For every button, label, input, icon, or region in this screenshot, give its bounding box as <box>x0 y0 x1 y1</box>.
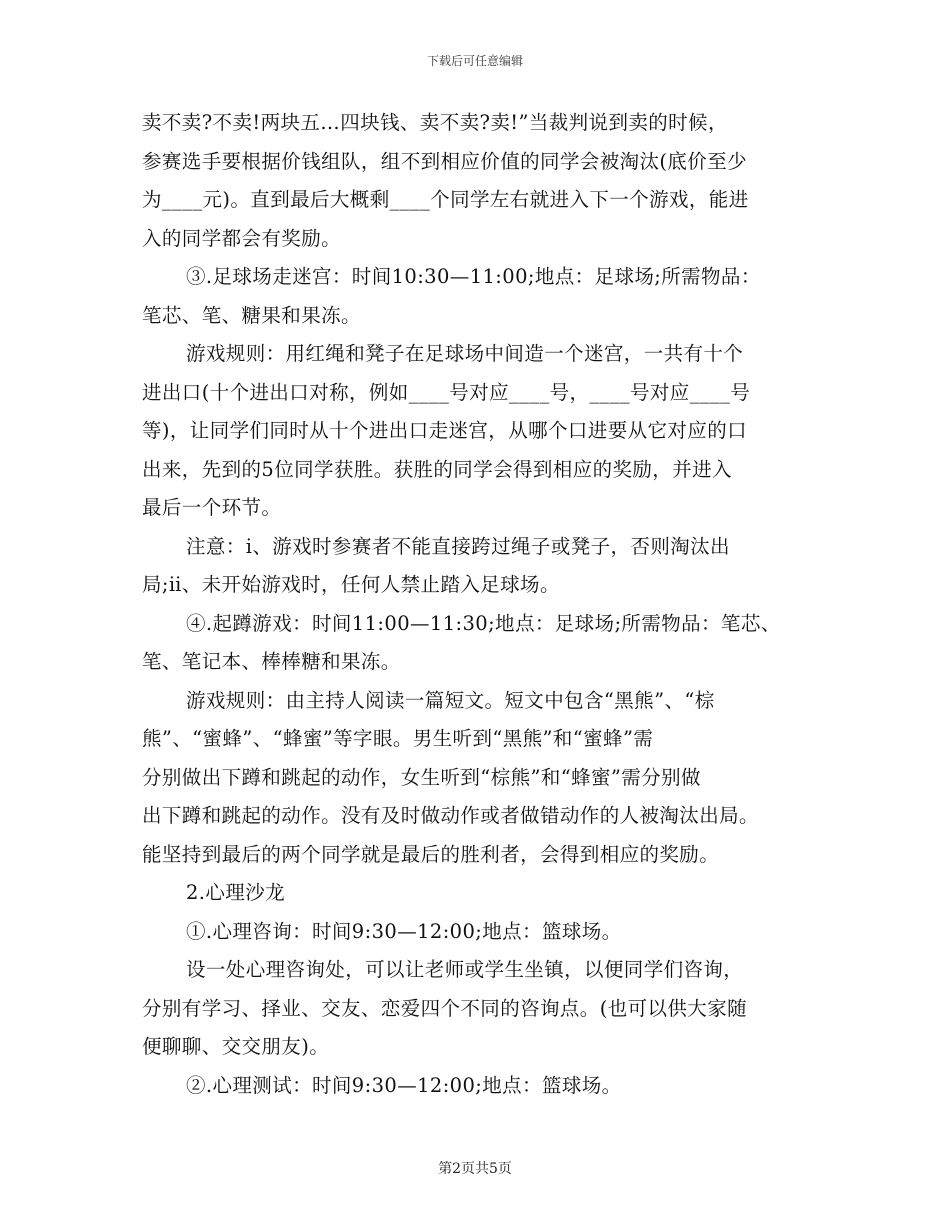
text-line: 等)，让同学们同时从十个进出口走迷宫，从哪个口进要从它对应的口 <box>142 419 748 442</box>
text-line: 进出口(十个进出口对称，例如____号对应____号，____号对应____号 <box>142 380 751 404</box>
text-line: 入的同学都会有奖励。 <box>142 226 342 250</box>
text-line: 分别做出下蹲和跳起的动作，女生听到“棕熊”和“蜂蜜”需分别做 <box>142 765 701 789</box>
page-number: 第2页共5页 <box>438 1161 512 1177</box>
text-line: 卖不卖?不卖!两块五…四块钱、卖不卖?卖!”当裁判说到卖的时候， <box>142 111 728 134</box>
text-line: 熊”、“蜜蜂”、“蜂蜜”等字眼。男生听到“黑熊”和“蜜蜂”需 <box>142 727 654 750</box>
text-line: 能坚持到最后的两个同学就是最后的胜利者，会得到相应的奖励。 <box>142 842 720 866</box>
text-line: 分别有学习、择业、交友、恋爱四个不同的咨询点。(也可以供大家随 <box>142 996 748 1020</box>
text-line: 局;ⅱ、未开始游戏时，任何人禁止踏入足球场。 <box>142 573 560 596</box>
text-line: 设一处心理咨询处，可以让老师或学生坐镇，以便同学们咨询， <box>186 958 744 981</box>
text-line: 笔、笔记本、棒棒糖和果冻。 <box>142 650 401 673</box>
text-line: 笔芯、笔、糖果和果冻。 <box>142 303 361 327</box>
section-heading-psych-salon: 2.心理沙龙 <box>186 881 286 904</box>
text-line: 为____元)。直到最后大概剩____个同学左右就进入下一个游戏，能进 <box>142 188 749 211</box>
page-header: 下载后可任意编辑 <box>426 54 523 68</box>
text-line: 最后一个环节。 <box>142 496 282 519</box>
text-line: 出来，先到的5位同学获胜。获胜的同学会得到相应的奖励，并进入 <box>142 457 732 481</box>
text-line: 游戏规则：由主持人阅读一篇短文。短文中包含“黑熊”、“棕 <box>186 688 715 712</box>
text-line: 注意：ⅰ、游戏时参赛者不能直接跨过绳子或凳子，否则淘汰出 <box>186 534 730 558</box>
section-heading-squat-game: ④.起蹲游戏：时间11:00—11:30;地点：足球场;所需物品：笔芯、 <box>186 611 781 635</box>
text-line: 参赛选手要根据价钱组队，组不到相应价值的同学会被淘汰(底价至少 <box>142 149 748 173</box>
section-heading-psych-consult: ①.心理咨询：时间9:30—12:00;地点：篮球场。 <box>186 919 622 943</box>
section-heading-psych-test: ②.心理测试：时间9:30—12:00;地点：篮球场。 <box>186 1073 622 1097</box>
document-body <box>142 104 842 1105</box>
text-line: 便聊聊、交交朋友)。 <box>142 1035 330 1058</box>
section-heading-maze: ③.足球场走迷宫：时间10:30—11:00;地点：足球场;所需物品： <box>186 265 761 288</box>
text-line: 出下蹲和跳起的动作。没有及时做动作或者做错动作的人被淘汰出局。 <box>142 804 759 827</box>
text-line: 游戏规则：用红绳和凳子在足球场中间造一个迷宫，一共有十个 <box>186 342 744 365</box>
